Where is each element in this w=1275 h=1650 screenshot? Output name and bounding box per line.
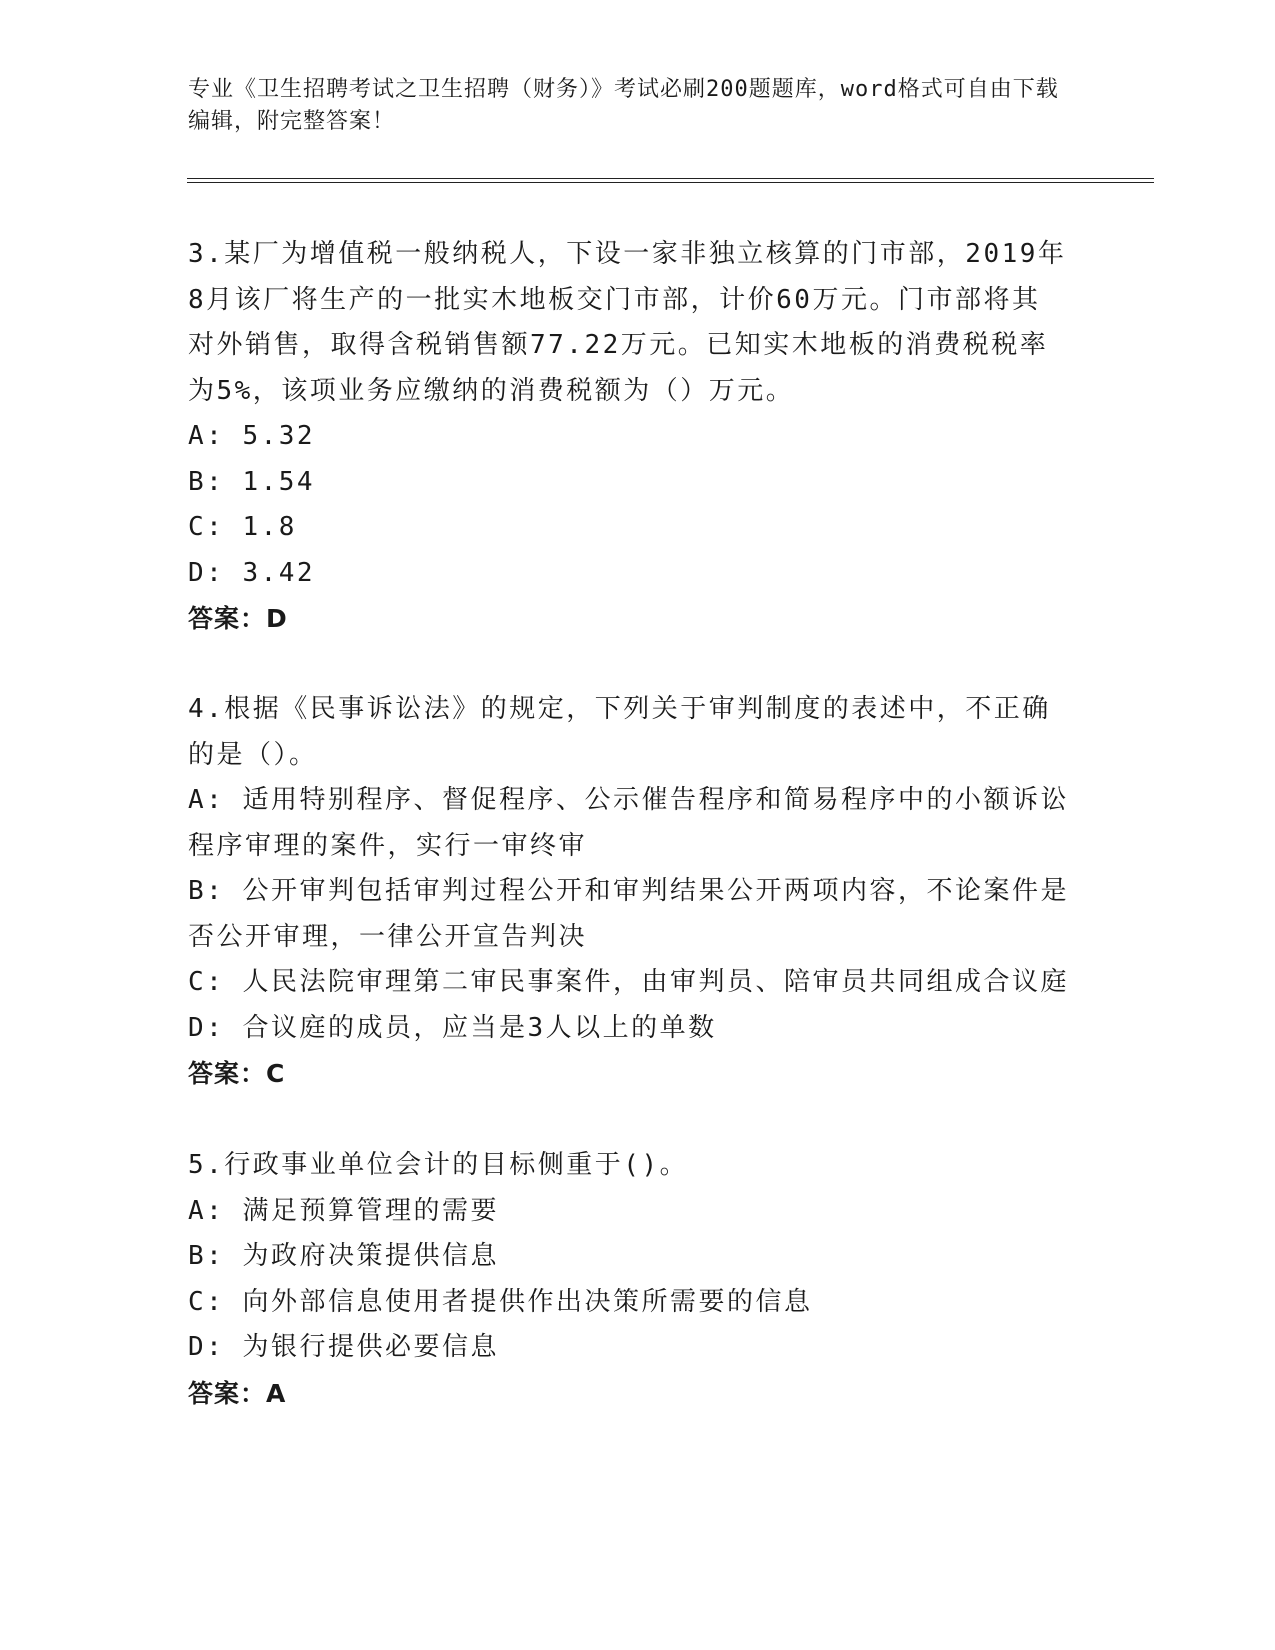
option-c: C: 人民法院审理第二审民事案件，由审判员、陪审员共同组成合议庭 (188, 967, 1069, 997)
question-stem: 5.行政事业单位会计的目标侧重于()。 (188, 1150, 689, 1180)
option-c: C: 向外部信息使用者提供作出决策所需要的信息 (188, 1286, 813, 1317)
question-5 (188, 1143, 1088, 1417)
question-stem: 4.根据《民事诉讼法》的规定，下列关于审判制度的表述中，不正确的是（）。 (188, 694, 1051, 770)
option-a: A: 5.32 (188, 421, 316, 451)
question-stem: 3.某厂为增值税一般纳税人，下设一家非独立核算的门市部，2019年8月该厂将生产的一批实木地板交门市部，计价60万元。门市部将其对外销售，取得含税销售额77.22万元。已知实木地板的消费税税率为5%，该项业务应缴纳的消费税额为（）万元。 (188, 239, 1067, 406)
document-header: 专业《卫生招聘考试之卫生招聘（财务）》考试必刷200题题库，word格式可自由下载编辑，附完整答案！ (188, 77, 1059, 134)
header-double-rule (187, 178, 1154, 183)
answer-line: 答案：C (188, 1059, 286, 1088)
option-a: A: 满足预算管理的需要 (188, 1195, 499, 1226)
option-d: D: 为银行提供必要信息 (188, 1332, 499, 1362)
option-d: D: 3.42 (188, 557, 316, 588)
option-a: A: 适用特别程序、督促程序、公示催告程序和简易程序中的小额诉讼程序审理的案件，实行一审终审 (188, 785, 1069, 861)
answer-line: 答案：D (188, 604, 288, 633)
question-3 (188, 232, 1088, 642)
question-4 (188, 687, 1088, 1097)
option-d: D: 合议庭的成员，应当是3人以上的单数 (188, 1012, 717, 1043)
answer-line: 答案：A (188, 1378, 287, 1408)
option-b: B: 1.54 (188, 466, 316, 497)
option-c: C: 1.8 (188, 512, 297, 542)
option-b: B: 为政府决策提供信息 (188, 1241, 499, 1271)
option-b: B: 公开审判包括审判过程公开和审判结果公开两项内容，不论案件是否公开审理，一律公开宣告判决 (188, 876, 1069, 952)
